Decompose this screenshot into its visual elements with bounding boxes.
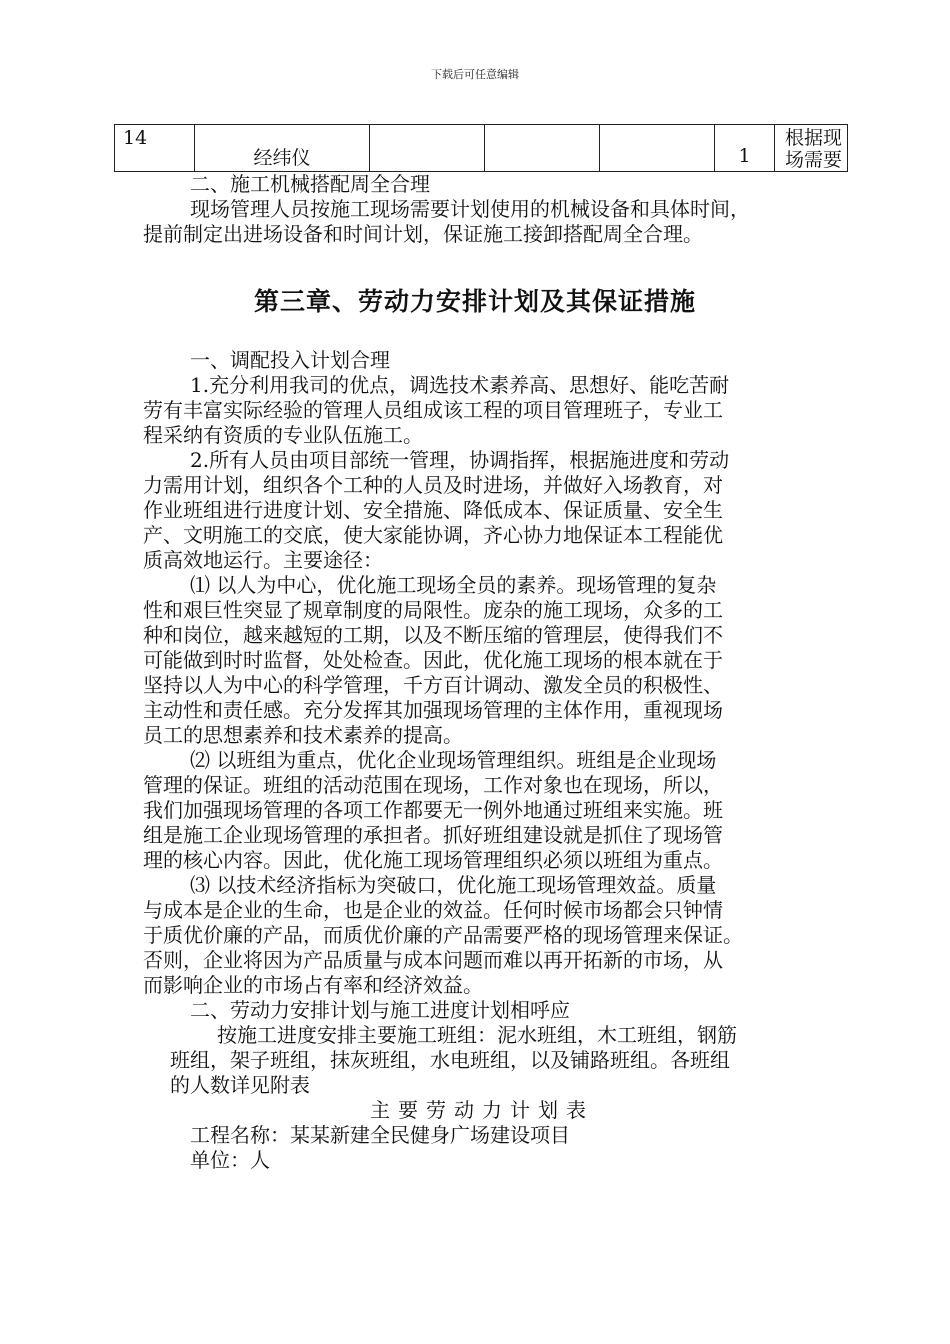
- text-line: 1.充分利用我司的优点，调选技术素养高、思想好、能吃苦耐: [190, 373, 730, 397]
- section1-title: 一、调配投入计划合理: [190, 348, 390, 372]
- section1-p3: [143, 573, 823, 748]
- text-line: 质高效地运行。主要途径：: [143, 548, 383, 572]
- text-line: 组是施工企业现场管理的承担者。抓好班组建设就是抓住了现场管: [143, 823, 723, 847]
- project-name: 工程名称：某某新建全民健身广场建设项目: [190, 1123, 570, 1147]
- text-line: 而影响企业的市场占有率和经济效益。: [143, 973, 483, 997]
- text-line: 理的核心内容。因此，优化施工现场管理组织必须以班组为重点。: [143, 848, 723, 872]
- text-line: 于质优价廉的产品，而质优价廉的产品需要严格的现场管理来保证。: [143, 923, 743, 947]
- cell-empty: [600, 125, 715, 172]
- table-row: [115, 125, 848, 172]
- chapter-title: 第三章、劳动力安排计划及其保证措施: [253, 287, 696, 316]
- text-line: 否则，企业将因为产品质量与成本问题而难以再开拓新的市场，从: [143, 948, 723, 972]
- text-line: 可能做到时时监督，处处检查。因此，优化施工现场的根本就在于: [143, 648, 723, 672]
- text-line: 2.所有人员由项目部统一管理，协调指挥，根据施进度和劳动: [190, 448, 730, 472]
- text-line: 劳有丰富实际经验的管理人员组成该工程的项目管理班子，专业工: [143, 398, 723, 422]
- section2-title: 二、劳动力安排计划与施工进度计划相呼应: [190, 998, 570, 1022]
- cell-no: 14: [115, 125, 195, 172]
- section2-body: [170, 1023, 850, 1098]
- text-line: 管理的保证。班组的活动范围在现场，工作对象也在现场，所以，: [143, 773, 723, 797]
- text-line: 与成本是企业的生命，也是企业的效益。任何时候市场都会只钟情: [143, 898, 723, 922]
- section1-p4: [143, 748, 823, 873]
- text-line: 按施工进度安排主要施工班组：泥水班组，木工班组，钢筋: [217, 1023, 737, 1047]
- text-line: 班组，架子班组，抹灰班组，水电班组，以及铺路班组。各班组: [170, 1048, 730, 1072]
- section-mech-title: 二、施工机械搭配周全合理: [190, 172, 430, 196]
- header-note: 下载后可任意编辑: [431, 68, 519, 81]
- text-line: 员工的思想素养和技术素养的提高。: [143, 723, 463, 747]
- cell-qty: 1: [715, 125, 775, 172]
- text-line: 作业班组进行进度计划、安全措施、降低成本、保证质量、安全生: [143, 498, 723, 522]
- text-line: ⑶ 以技术经济指标为突破口，优化施工现场管理效益。质量: [190, 873, 717, 897]
- text-line: 程采纳有资质的专业队伍施工。: [143, 423, 423, 447]
- cell-name: 经纬仪: [195, 125, 370, 172]
- text-line: ⑵ 以班组为重点，优化企业现场管理组织。班组是企业现场: [190, 748, 717, 772]
- unit-label: 单位：人: [190, 1148, 270, 1172]
- text-line: ⑴ 以人为中心，优化施工现场全员的素养。现场管理的复杂: [190, 573, 717, 597]
- text-line: 产、文明施工的交底，使大家能协调，齐心协力地保证本工程能优: [143, 523, 723, 547]
- cell-empty: [485, 125, 600, 172]
- section-mech-body: [143, 197, 823, 247]
- text-line: 现场管理人员按施工现场需要计划使用的机械设备和具体时间，: [190, 197, 750, 221]
- section1-p1: [143, 373, 823, 448]
- text-line: 的人数详见附表: [170, 1073, 310, 1097]
- text-line: 我们加强现场管理的各项工作都要无一例外地通过班组来实施。班: [143, 798, 723, 822]
- plan-table-title: 主要劳动力计划表: [370, 1098, 594, 1122]
- text-line: 种和岗位，越来越短的工期，以及不断压缩的管理层，使得我们不: [143, 623, 723, 647]
- text-line: 主动性和责任感。充分发挥其加强现场管理的主体作用，重视现场: [143, 698, 723, 722]
- text-line: 力需用计划，组织各个工种的人员及时进场，并做好入场教育，对: [143, 473, 723, 497]
- text-line: 坚持以人为中心的科学管理，千方百计调动、激发全员的积极性、: [143, 673, 723, 697]
- cell-remark: 根据现场需要: [775, 125, 848, 172]
- cell-empty: [370, 125, 485, 172]
- section1-p5: [143, 873, 823, 998]
- text-line: 提前制定出进场设备和时间计划，保证施工接卸搭配周全合理。: [143, 222, 703, 246]
- equipment-table: [114, 124, 848, 172]
- section1-p2: [143, 448, 823, 573]
- text-line: 性和艰巨性突显了规章制度的局限性。庞杂的施工现场，众多的工: [143, 598, 723, 622]
